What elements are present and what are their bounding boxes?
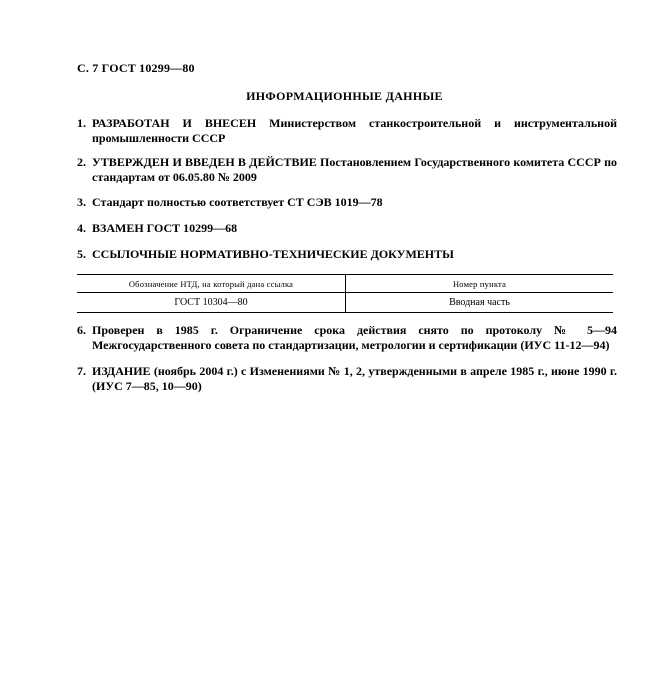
info-item-2 [77, 155, 617, 185]
info-item-5 [77, 247, 617, 262]
item-body [92, 364, 617, 394]
item-text: Постановлением Государственного комитета СССР по стандартам от 06.05.80 № 2009 [92, 155, 618, 184]
item-number: 4. [77, 221, 86, 235]
item-body [92, 247, 617, 262]
item-body [92, 155, 617, 185]
page-header: С. 7 ГОСТ 10299—80 [77, 61, 195, 75]
item-number: 6. [77, 323, 86, 337]
document-title: ИНФОРМАЦИОННЫЕ ДАННЫЕ [246, 89, 443, 103]
item-lead: РАЗРАБОТАН И ВНЕСЕН [92, 116, 257, 130]
item-body [92, 323, 617, 353]
column-header-ntd: Обозначение НТД, на который дана ссылка [77, 275, 346, 293]
table-row [77, 293, 613, 313]
item-lead: ВЗАМЕН ГОСТ 10299—68 [92, 221, 238, 235]
item-body [92, 195, 617, 210]
item-text: Проверен в 1985 г. Ограничение срока действия снято по протоколу № 5—94 Межгосударственного совета по стандартизации, метрологии и сертификации (ИУС 11-12—94) [92, 323, 617, 352]
item-body [92, 221, 617, 236]
item-text: Министерством станкостроительной и инструментальной промышленности СССР [92, 116, 617, 145]
item-lead: ИЗДАНИЕ [92, 364, 151, 378]
item-number: 7. [77, 364, 86, 378]
info-item-1 [77, 116, 617, 146]
table-header-row [77, 275, 613, 293]
item-number: 1. [77, 116, 86, 130]
reference-documents-table [77, 274, 613, 313]
item-lead: УТВЕРЖДЕН И ВВЕДЕН В ДЕЙСТВИЕ [92, 155, 317, 169]
item-text: (ноябрь 2004 г.) с Изменениями № 1, 2, утвержденными в апреле 1985 г., июне 1990 г. (ИУС 7—85, 10—90) [92, 364, 617, 393]
item-number: 2. [77, 155, 86, 169]
info-item-3 [77, 195, 617, 210]
table-cell-ntd: ГОСТ 10304—80 [77, 293, 346, 313]
table-cell-clause: Вводная часть [346, 293, 614, 313]
item-lead: ССЫЛОЧНЫЕ НОРМАТИВНО-ТЕХНИЧЕСКИЕ ДОКУМЕНТЫ [92, 247, 454, 261]
column-header-clause: Номер пункта [346, 275, 614, 293]
item-number: 3. [77, 195, 86, 209]
item-number: 5. [77, 247, 86, 261]
item-body [92, 116, 617, 146]
info-item-6 [77, 323, 617, 353]
item-text: Стандарт полностью соответствует СТ СЭВ 1019—78 [92, 195, 383, 209]
info-item-7 [77, 364, 617, 394]
info-item-4 [77, 221, 617, 236]
